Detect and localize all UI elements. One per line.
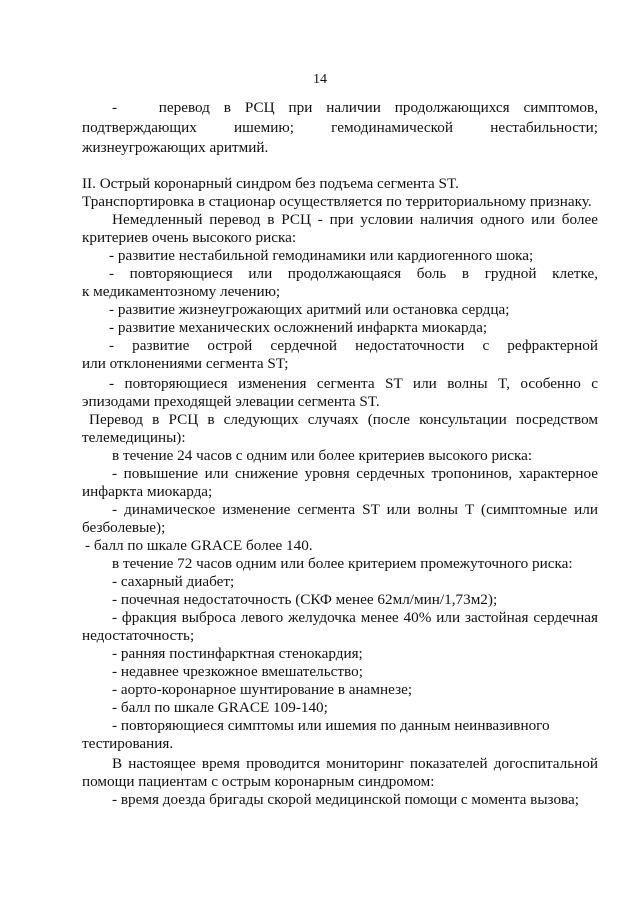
- text-line: Перевод в РСЦ в следующих случаях (после консультации посредством: [89, 411, 598, 428]
- list-item: - аорто-коронарное шунтирование в анамнезе;: [112, 681, 413, 698]
- list-item: - ранняя постинфарктная стенокардия;: [112, 645, 363, 662]
- text-line: к медикаментозному лечению;: [82, 283, 281, 300]
- list-item: - балл по шкале GRACE 109-140;: [112, 699, 328, 716]
- text-line: жизнеугрожающих аритмий.: [82, 139, 269, 156]
- list-item: - развитие механических осложнений инфаркта миокарда;: [109, 319, 488, 336]
- text-line: - перевод в РСЦ при наличии продолжающихся симптомов,: [112, 99, 598, 116]
- text-line: безболевые);: [82, 519, 166, 536]
- list-item: - фракция выброса левого желудочка менее 40% или застойная сердечная: [112, 609, 598, 626]
- text-line: в течение 72 часов одним или более критерием промежуточного риска:: [112, 555, 573, 572]
- text-line: или отклонениями сегмента ST;: [82, 355, 289, 372]
- text-line: подтверждающих ишемию; гемодинамической нестабильности;: [82, 119, 598, 136]
- text-line: помощи пациентам с острым коронарным синдромом:: [82, 773, 435, 790]
- list-item: - повышение или снижение уровня сердечных тропонинов, характерное: [112, 465, 598, 482]
- text-line: Немедленный перевод в РСЦ - при условии наличия одного или более: [112, 211, 598, 228]
- text-line: В настоящее время проводится мониторинг показателей догоспитальной: [112, 755, 598, 772]
- list-item: - динамическое изменение сегмента ST или волны T (симптомные или: [112, 501, 598, 518]
- list-item: - развитие жизнеугрожающих аритмий или остановка сердца;: [109, 301, 510, 318]
- text-line: недостаточность;: [82, 627, 195, 644]
- list-item: - повторяющиеся изменения сегмента ST или волны T, особенно с: [109, 375, 598, 392]
- list-item: - время доезда бригады скорой медицинской помощи с момента вызова;: [112, 791, 579, 808]
- section-heading: II. Острый коронарный синдром без подъема сегмента ST.: [82, 175, 459, 192]
- text-line: критериев очень высокого риска:: [82, 229, 297, 246]
- text-line: тестирования.: [82, 735, 174, 752]
- text-line: инфаркта миокарда;: [82, 483, 213, 500]
- list-item: - балл по шкале GRACE более 140.: [85, 537, 313, 554]
- text-line: эпизодами преходящей элевации сегмента ST.: [82, 393, 380, 410]
- list-item: - развитие острой сердечной недостаточности с рефрактерной: [109, 337, 598, 354]
- text-line: телемедицины):: [82, 429, 186, 446]
- text-line: в течение 24 часов с одним или более критериев высокого риска:: [112, 447, 533, 464]
- list-item: - повторяющиеся симптомы или ишемия по данным неинвазивного: [112, 717, 550, 734]
- text-line: Транспортировка в стационар осуществляется по территориальному признаку.: [82, 193, 592, 210]
- list-item: - развитие нестабильной гемодинамики или кардиогенного шока;: [109, 247, 534, 264]
- page-number: 14: [313, 72, 327, 87]
- list-item: - недавнее чрезкожное вмешательство;: [112, 663, 363, 680]
- list-item: - почечная недостаточность (СКФ менее 62мл/мин/1,73м2);: [112, 591, 498, 608]
- list-item: - сахарный диабет;: [112, 573, 235, 590]
- list-item: - повторяющиеся или продолжающаяся боль в грудной клетке,: [109, 265, 598, 282]
